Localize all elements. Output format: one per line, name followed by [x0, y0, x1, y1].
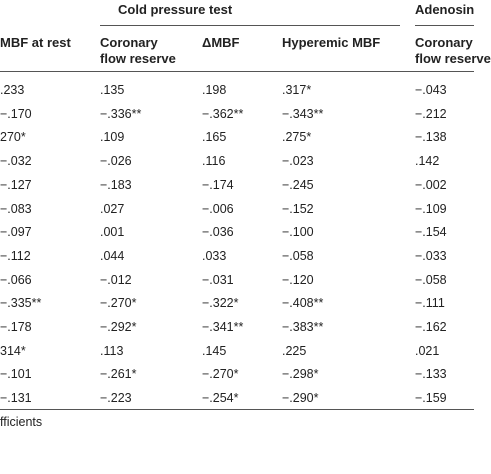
table-cell: .044 — [100, 249, 125, 263]
table-cell: .233 — [0, 83, 25, 97]
table-cell: −.036 — [202, 225, 234, 239]
header-bottom-rule — [0, 71, 474, 72]
group-underline-cold — [100, 25, 400, 26]
table-cell: −.112 — [0, 249, 31, 263]
table-cell: .001 — [100, 225, 125, 239]
table-cell: −.341** — [202, 320, 244, 334]
table-cell: −.058 — [282, 249, 314, 263]
table-cell: −.026 — [100, 154, 132, 168]
table-cell: −.261* — [100, 367, 137, 381]
table-cell: −.159 — [415, 391, 447, 405]
table-cell: 270* — [0, 130, 26, 144]
col-header-hyperemic-mbf: Hyperemic MBF — [282, 35, 381, 50]
col-header-mbf-rest: MBF at rest — [0, 35, 71, 50]
table-cell: .198 — [202, 83, 227, 97]
table-cell: .021 — [415, 344, 440, 358]
table-cell: .033 — [202, 249, 227, 263]
group-underline-adenosine — [415, 25, 474, 26]
table-cell: −.138 — [415, 130, 447, 144]
table-cell: −.245 — [282, 178, 314, 192]
table-cell: −.270* — [202, 367, 239, 381]
col-header-cfr-line2: flow reserve — [100, 51, 176, 66]
table-cell: −.183 — [100, 178, 132, 192]
table-cell: −.058 — [415, 273, 447, 287]
table-cell: −.131 — [0, 391, 32, 405]
footnote: fficients — [0, 415, 43, 429]
table-cell: −.031 — [202, 273, 234, 287]
table-cell: 314* — [0, 344, 26, 358]
table-cell: −.066 — [0, 273, 32, 287]
table-cell: .113 — [100, 344, 124, 358]
col-header-cfr-line1: Coronary — [100, 35, 158, 50]
table-cell: .109 — [100, 130, 125, 144]
header-adenosine: Adenosin — [415, 2, 475, 17]
table-cell: −.111 — [415, 296, 445, 310]
table-cell: .145 — [202, 344, 227, 358]
table-cell: −.270* — [100, 296, 137, 310]
table-cell: −.174 — [202, 178, 234, 192]
table-cell: .135 — [100, 83, 125, 97]
table-cell: −.170 — [0, 107, 32, 121]
table-cell: −.223 — [100, 391, 132, 405]
table-cell: −.097 — [0, 225, 32, 239]
table-cell: −.120 — [282, 273, 314, 287]
table-cell: −.162 — [415, 320, 447, 334]
table-cell: −.336** — [100, 107, 142, 121]
table-cell: −.006 — [202, 202, 234, 216]
table-cell: −.101 — [0, 367, 32, 381]
table-cell: .225 — [282, 344, 307, 358]
table-cell: .317* — [282, 83, 312, 97]
table-cell: −.254* — [202, 391, 239, 405]
table-cell: −.290* — [282, 391, 319, 405]
table-cell: −.322* — [202, 296, 239, 310]
table-cell: −.292* — [100, 320, 137, 334]
table-cell: −.362** — [202, 107, 244, 121]
table-cell: −.043 — [415, 83, 447, 97]
table-cell: −.002 — [415, 178, 447, 192]
table-cell: −.298* — [282, 367, 319, 381]
table-cell: −.033 — [415, 249, 447, 263]
table-cell: −.012 — [100, 273, 132, 287]
table-cell: −.023 — [282, 154, 314, 168]
table-cell: −.032 — [0, 154, 32, 168]
table-cell: −.178 — [0, 320, 32, 334]
table-cell: .275* — [282, 130, 312, 144]
table-cell: .027 — [100, 202, 125, 216]
col-header-cfr2-line2: flow reserve — [415, 51, 491, 66]
table-cell: −.154 — [415, 225, 447, 239]
col-header-delta-mbf: ΔMBF — [202, 35, 240, 50]
table-cell: −.343** — [282, 107, 324, 121]
table-bottom-rule — [0, 409, 474, 410]
table-cell: −.335** — [0, 296, 42, 310]
table-cell: −.383** — [282, 320, 324, 334]
table-cell: .116 — [202, 154, 226, 168]
table-cell: .165 — [202, 130, 227, 144]
header-cold-pressure-test: Cold pressure test — [118, 2, 233, 17]
table-cell: −.109 — [415, 202, 447, 216]
table-cell: −.100 — [282, 225, 314, 239]
table-cell: −.408** — [282, 296, 324, 310]
col-header-cfr2-line1: Coronary — [415, 35, 473, 50]
table-cell: −.127 — [0, 178, 32, 192]
table-cell: −.083 — [0, 202, 32, 216]
table-cell: .142 — [415, 154, 440, 168]
table-cell: −.212 — [415, 107, 447, 121]
table-cell: −.133 — [415, 367, 447, 381]
table-cell: −.152 — [282, 202, 314, 216]
